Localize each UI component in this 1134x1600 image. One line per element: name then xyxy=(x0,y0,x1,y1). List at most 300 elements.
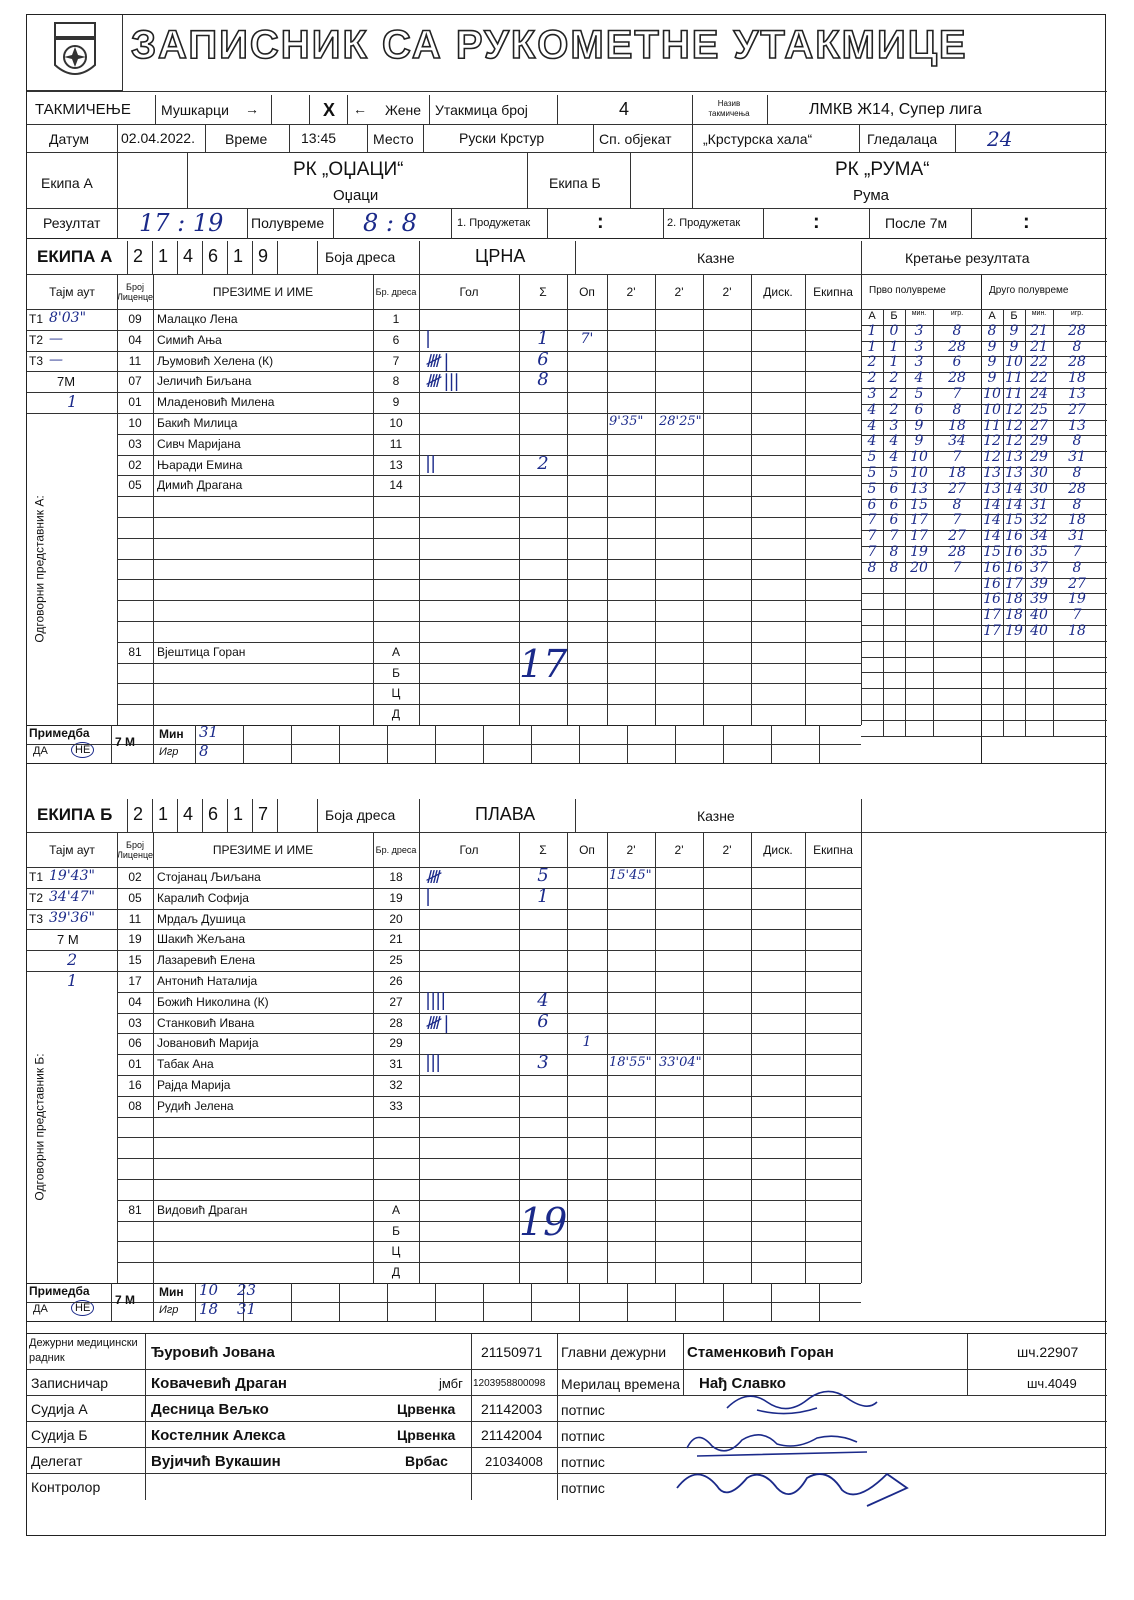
note-yes[interactable]: ДА xyxy=(33,1303,48,1315)
progress-cell: 11 xyxy=(1005,386,1023,402)
progress-cell: 16 xyxy=(983,591,1001,608)
progress-cell: 1 xyxy=(867,338,877,355)
team_a-total-goals: 17 xyxy=(519,641,568,686)
chief-name: Стаменковић Горан xyxy=(687,1344,834,1361)
progress-cell: 9 xyxy=(987,338,997,355)
progress-cell: 2 xyxy=(889,386,899,402)
progress-cell: 6 xyxy=(952,354,962,371)
delegate-sign-label: потпис xyxy=(561,1454,605,1470)
progress-cell: 8 xyxy=(952,496,962,513)
jersey-color-label: Боја дреса xyxy=(325,807,396,823)
team_a-code-digit: 2 xyxy=(133,246,144,266)
player-name: Шакић Жељана xyxy=(157,932,246,947)
note-label: Примедба xyxy=(29,1284,90,1298)
jersey-number: 10 xyxy=(389,416,403,430)
ref-a-city: Црвенка xyxy=(397,1401,456,1417)
jersey-number: 8 xyxy=(392,374,400,389)
place-label: Место xyxy=(373,131,414,147)
seven-m-played: 8 xyxy=(199,742,209,760)
progress-cell: 10 xyxy=(1005,354,1023,371)
result-value: 17 : 19 xyxy=(139,209,224,237)
progress-cell: 10 xyxy=(910,465,928,481)
player-name: Сивч Маријана xyxy=(157,436,241,451)
team_a-code-digit: 9 xyxy=(258,246,269,266)
progress-cell: 40 xyxy=(1030,607,1048,624)
progress-cell: 15 xyxy=(910,496,928,513)
timeout-label: Т2 xyxy=(29,332,44,347)
progress-cell: 8 xyxy=(867,559,877,576)
official-code: Ц xyxy=(391,1244,401,1259)
progress-cell: 31 xyxy=(1068,528,1086,545)
ref-a-name: Десница Вељко xyxy=(151,1401,269,1418)
progress-cell: 10 xyxy=(910,449,928,466)
disq-col-header: Диск. xyxy=(763,285,793,299)
match-header xyxy=(27,95,1107,265)
progress-cell: 10 xyxy=(983,386,1001,402)
timeout-value: — xyxy=(49,330,63,347)
progress-cell: 4 xyxy=(867,401,877,418)
chief-label: Главни дежурни xyxy=(561,1344,667,1360)
progress-cell: 17 xyxy=(983,623,1001,639)
ref-a-number: 21142003 xyxy=(481,1401,543,1417)
seven-m-label: 7М xyxy=(57,374,76,390)
jersey-number: 18 xyxy=(389,870,403,884)
note-no[interactable]: НЕ xyxy=(71,742,94,758)
delegate-number: 21034008 xyxy=(485,1454,543,1469)
sum-col-header: Σ xyxy=(539,843,547,857)
progress-cell: 27 xyxy=(1068,575,1086,592)
official-code: Б xyxy=(392,665,400,680)
progress-cell: 12 xyxy=(1005,417,1023,434)
team-b-label: Екипа Б xyxy=(549,175,601,191)
progress-cell: 12 xyxy=(1005,433,1023,450)
progress-cell: 9 xyxy=(914,417,924,434)
jersey-number: 9 xyxy=(392,395,400,410)
jersey-number: 6 xyxy=(392,332,400,347)
ref-a-label: Судија А xyxy=(31,1401,88,1417)
goal-sum: 8 xyxy=(537,369,549,391)
progress-cell: 7 xyxy=(952,559,962,576)
shield-icon xyxy=(51,21,99,85)
player-name: Лазаревић Елена xyxy=(157,953,256,968)
timeout-value: 34'47" xyxy=(49,888,95,905)
timer-label: Мерилац времена xyxy=(561,1376,681,1392)
venue-label: Сп. објекат xyxy=(599,131,672,147)
progress-cell: 2 xyxy=(889,401,899,418)
progress-cell: 18 xyxy=(1068,512,1086,529)
seven-m-minute: 31 xyxy=(199,723,219,741)
team-a-name: РК „ОЏАЦИ“ xyxy=(293,159,404,180)
progress-cell: 18 xyxy=(948,417,966,434)
team_b-code-digit: 6 xyxy=(208,804,219,824)
goal-tally: ||| xyxy=(425,1052,441,1074)
officials-footer xyxy=(27,1333,1107,1537)
team-b-city: Рума xyxy=(853,187,889,204)
license-number: 02 xyxy=(128,457,142,472)
player-name: Малацко Лена xyxy=(157,312,238,326)
competition-name-label: Назив такмичења xyxy=(708,99,750,118)
team_b-total-goals: 19 xyxy=(519,1199,568,1244)
progress-cell: 3 xyxy=(914,354,924,371)
second-half-label: Друго полувреме xyxy=(989,285,1069,296)
ref-b-number: 21142004 xyxy=(481,1427,543,1443)
progress-cell: 0 xyxy=(889,322,899,339)
competition-name: ЛМКВ Ж14, Супер лига xyxy=(809,101,982,118)
goal-tally: 𝍸 | xyxy=(425,1012,449,1034)
progress-cell: 7 xyxy=(867,512,877,529)
women-mark: X xyxy=(323,100,336,120)
license-number: 04 xyxy=(128,994,142,1009)
jersey-number: 11 xyxy=(389,436,403,451)
team_b-code-digit: 7 xyxy=(258,804,269,824)
license-number: 03 xyxy=(128,1015,142,1030)
chief-number: шч.22907 xyxy=(1017,1344,1079,1360)
two-min-col-header: 2' xyxy=(674,843,684,857)
jersey-number: 19 xyxy=(389,890,403,905)
progress-cell: 30 xyxy=(1030,465,1048,481)
seven-m-value-2: 1 xyxy=(67,971,78,990)
progress-cell: 18 xyxy=(948,465,966,481)
goal-tally: 𝍸 ||| xyxy=(425,371,459,393)
two-min-value: 28'25" xyxy=(659,414,702,429)
timeout-col-header: Тајм аут xyxy=(49,843,95,857)
goal-tally: 𝍸 | xyxy=(425,350,449,372)
name-col-header: ПРЕЗИМЕ И ИМЕ xyxy=(212,843,314,857)
progress-cell: 13 xyxy=(910,480,928,497)
note-no[interactable]: НЕ xyxy=(71,1300,94,1316)
played-label: Игр xyxy=(159,1304,179,1316)
jersey-number: 21 xyxy=(389,932,403,947)
progress-cell: 9 xyxy=(987,370,997,387)
timeout-label: Т2 xyxy=(29,890,44,905)
progress-cell: 25 xyxy=(1030,401,1048,418)
progress-cell: 24 xyxy=(1030,386,1048,402)
team-a-city: Оџаци xyxy=(333,187,379,204)
representative-label: Одговорни представник А: xyxy=(33,495,48,643)
jersey-number: 29 xyxy=(389,1036,403,1051)
time-label: Време xyxy=(225,131,268,147)
license-number: 05 xyxy=(128,478,142,493)
license-number: 15 xyxy=(128,953,142,968)
progress-cell: 28 xyxy=(948,544,966,560)
disq-col-header: Диск. xyxy=(763,843,793,857)
medic-name: Ђуровић Јована xyxy=(151,1344,275,1361)
ot1-label: 1. Продужетак xyxy=(457,217,531,229)
match-number-label: Утакмица број xyxy=(435,102,528,118)
minutes-label: Мин xyxy=(159,727,184,741)
progress-cell: 17 xyxy=(910,528,928,545)
progress-cell: 8 xyxy=(1072,496,1082,513)
delegate-label: Делегат xyxy=(31,1453,83,1469)
goal-sum: 5 xyxy=(537,865,549,886)
signatures xyxy=(667,1378,927,1528)
progress-cell: 15 xyxy=(1005,512,1023,529)
progress-cell: 8 xyxy=(1072,338,1082,355)
progress-cell: 17 xyxy=(1005,575,1023,592)
progress-cell: 30 xyxy=(1030,480,1048,497)
team_a-label: ЕКИПА А xyxy=(37,247,113,266)
license-number: 19 xyxy=(128,932,142,947)
progress-cell: 11 xyxy=(1005,370,1023,387)
ref-b-city: Црвенка xyxy=(397,1427,456,1443)
progress-cell: 39 xyxy=(1030,575,1048,592)
progress-cell: 5 xyxy=(914,386,924,402)
progress-cell: 4 xyxy=(889,449,899,466)
two-min-value: 9'35" xyxy=(609,414,644,429)
progress-cell: 12 xyxy=(1005,401,1023,418)
progress-cell: 9 xyxy=(1009,338,1019,355)
team_a-jersey-color: ЦРНА xyxy=(475,246,526,266)
progress-cell: 13 xyxy=(1068,386,1086,402)
progress-cell: 14 xyxy=(983,528,1001,545)
official-code: Д xyxy=(391,1265,401,1280)
progress-cell: 4 xyxy=(867,417,877,434)
player-name: Младеновић Милена xyxy=(157,395,275,410)
seven-m-value: 2 xyxy=(67,950,78,970)
progress-subheader: игр. xyxy=(1070,310,1084,317)
timeout-value: 39'36" xyxy=(49,909,95,926)
delegate-name: Вујичић Вукашин xyxy=(151,1453,281,1470)
progress-cell: 19 xyxy=(1005,623,1023,639)
two-min-value: 15'45" xyxy=(609,868,652,883)
after-7m-value: : xyxy=(1023,211,1030,233)
progress-subheader: мин. xyxy=(911,310,927,317)
team-b-name: РК „РУМА“ xyxy=(835,159,930,180)
player-name: Каралић Софија xyxy=(157,890,249,905)
progress-cell: 14 xyxy=(983,496,1001,513)
goal-col-header: Гол xyxy=(459,285,479,299)
progress-cell: 9 xyxy=(914,433,924,450)
team-penalty-col-header: Екипна xyxy=(813,843,853,857)
ot2-value: : xyxy=(813,211,820,233)
goal-sum: 2 xyxy=(537,452,549,474)
progress-cell: 12 xyxy=(983,449,1001,466)
license-number: 03 xyxy=(128,436,142,451)
score-sheet xyxy=(26,14,1106,1536)
name-col-header: ПРЕЗИМЕ И ИМЕ xyxy=(212,285,314,299)
official-name: Видовић Драган xyxy=(157,1202,248,1217)
competition-label: ТАКМИЧЕЊЕ xyxy=(35,101,131,118)
warning-col-header: Оп xyxy=(579,285,595,299)
progress-cell: 17 xyxy=(910,512,928,529)
progress-cell: 13 xyxy=(1005,449,1023,466)
progress-cell: 11 xyxy=(983,417,1001,434)
license-number: 01 xyxy=(128,1057,142,1072)
jersey-number: 14 xyxy=(389,478,403,493)
progress-cell: 15 xyxy=(983,544,1001,560)
progress-cell: 18 xyxy=(1005,591,1023,608)
progress-cell: 37 xyxy=(1030,559,1048,576)
jersey-color-label: Боја дреса xyxy=(325,249,396,265)
player-name: Љумовић Хелена (К) xyxy=(157,353,274,368)
progress-cell: 21 xyxy=(1030,322,1048,339)
official-code: А xyxy=(391,1202,400,1217)
women-label: Жене xyxy=(385,102,422,118)
license-number: 11 xyxy=(128,911,142,926)
progress-cell: 18 xyxy=(1005,607,1023,624)
license-number: 17 xyxy=(128,974,142,988)
progress-cell: 8 xyxy=(889,544,899,560)
progress-cell: 27 xyxy=(1068,401,1086,418)
team_a-code-digit: 1 xyxy=(158,246,169,266)
goal-sum: 4 xyxy=(537,989,549,1011)
player-name: Јеличић Биљана xyxy=(157,374,252,389)
two-min-value: 33'04" xyxy=(659,1055,702,1071)
progress-cell: 31 xyxy=(1068,449,1086,466)
sum-col-header: Σ xyxy=(539,285,547,299)
team_b-code-digit: 4 xyxy=(183,804,194,824)
note-yes[interactable]: ДА xyxy=(33,745,48,757)
result-label: Резултат xyxy=(43,215,101,231)
license-col-header: Број Лиценце xyxy=(116,282,154,302)
timeout-value: 19'43" xyxy=(49,868,95,884)
progress-cell: 35 xyxy=(1030,544,1048,560)
warning-col-header: Оп xyxy=(579,843,595,857)
controller-sign-label: потпис xyxy=(561,1480,605,1496)
ref-b-sign-label: потпис xyxy=(561,1428,605,1444)
jersey-number: 25 xyxy=(389,953,403,968)
progress-cell: 28 xyxy=(948,370,966,387)
jersey-number: 27 xyxy=(389,994,403,1009)
goal-tally: | xyxy=(425,885,431,907)
goal-sum: 6 xyxy=(537,1010,549,1032)
license-number: 07 xyxy=(128,374,142,389)
license-number: 16 xyxy=(128,1078,142,1092)
two-min-col-header: 2' xyxy=(722,843,732,857)
player-name: Рајда Марија xyxy=(157,1078,231,1092)
penalties-label: Казне xyxy=(697,250,735,266)
jersey-number: 31 xyxy=(389,1057,403,1072)
license-number: 04 xyxy=(128,332,142,347)
goal-col-header: Гол xyxy=(459,843,479,857)
first-half-label: Прво полувреме xyxy=(869,285,946,296)
goal-tally: || xyxy=(425,452,436,474)
progress-cell: 10 xyxy=(983,401,1001,418)
team_a-code-digit: 4 xyxy=(183,246,194,266)
goal-sum: 1 xyxy=(537,885,549,907)
progress-cell: 1 xyxy=(889,338,899,355)
seven-m-summary-label: 7 М xyxy=(115,1293,136,1307)
player-name: Мрдаљ Душица xyxy=(157,911,246,926)
official-license: 81 xyxy=(128,1202,142,1217)
license-col-header: Број Лиценце xyxy=(116,840,154,860)
progress-subheader: Б xyxy=(890,310,898,322)
progress-cell: 8 xyxy=(952,322,962,339)
team-penalty-col-header: Екипна xyxy=(813,285,853,299)
progress-cell: 7 xyxy=(952,449,962,466)
seven-m-played: 18 xyxy=(199,1300,219,1318)
spectators-label: Гледалаца xyxy=(867,131,938,147)
jersey-number: 26 xyxy=(389,974,403,988)
place-value: Руски Крстур xyxy=(459,130,545,146)
license-number: 10 xyxy=(128,416,142,430)
timeout-label: Т1 xyxy=(29,870,44,884)
progress-cell: 28 xyxy=(948,338,966,355)
scorer-name: Ковачевић Драган xyxy=(151,1375,287,1392)
two-min-col-header: 2' xyxy=(626,843,636,857)
official-name: Вјештица Горан xyxy=(157,644,246,659)
player-name: Јовановић Марија xyxy=(157,1036,259,1051)
timeout-label: Т1 xyxy=(29,312,44,326)
federation-logo xyxy=(27,15,123,91)
progress-cell: 8 xyxy=(1072,465,1082,481)
progress-cell: 32 xyxy=(1030,512,1048,529)
progress-cell: 16 xyxy=(983,575,1001,592)
progress-cell: 7 xyxy=(867,528,877,545)
player-name: Стојанац Љиљана xyxy=(157,870,261,884)
arrow-right-icon: → xyxy=(245,101,259,117)
progress-cell: 1 xyxy=(867,322,877,339)
player-name: Станковић Ивана xyxy=(157,1015,255,1030)
progress-cell: 3 xyxy=(889,417,899,434)
official-license: 81 xyxy=(128,644,142,659)
jersey-number: 7 xyxy=(392,353,400,368)
goal-sum: 3 xyxy=(537,1052,549,1074)
progress-cell: 8 xyxy=(1072,433,1082,450)
progress-cell: 7 xyxy=(889,528,899,545)
progress-cell: 2 xyxy=(867,354,877,371)
team-b-section xyxy=(27,799,1107,1333)
player-name: Антонић Наталија xyxy=(157,974,258,988)
jersey-number: 28 xyxy=(389,1015,403,1030)
progress-cell: 9 xyxy=(1009,322,1019,339)
ref-a-sign-label: потпис xyxy=(561,1402,605,1418)
progress-cell: 7 xyxy=(867,544,877,560)
license-number: 06 xyxy=(128,1036,142,1051)
penalties-label: Казне xyxy=(697,808,735,824)
jmbg-value: 1203958800098 xyxy=(473,1378,546,1389)
half-value: 8 : 8 xyxy=(363,209,417,237)
note-label: Примедба xyxy=(29,726,90,740)
progress-subheader: мин. xyxy=(1031,310,1047,317)
goal-sum: 6 xyxy=(537,348,549,370)
progress-cell: 22 xyxy=(1030,354,1048,371)
player-name: Табак Ана xyxy=(157,1057,214,1072)
progress-cell: 4 xyxy=(914,370,924,387)
jersey-number: 33 xyxy=(389,1098,403,1113)
player-name: Симић Ања xyxy=(157,332,222,347)
progress-cell: 39 xyxy=(1030,591,1048,608)
progress-cell: 16 xyxy=(983,559,1001,576)
progress-cell: 13 xyxy=(983,480,1001,497)
representative-label: Одговорни представник Б: xyxy=(33,1053,48,1201)
goal-tally: 𝍸 xyxy=(425,867,439,888)
progress-subheader: А xyxy=(988,310,996,322)
team_b-code-digit: 1 xyxy=(233,804,244,824)
timer-name: Нађ Славко xyxy=(699,1375,786,1392)
license-number: 08 xyxy=(128,1098,142,1113)
goal-tally: | xyxy=(425,327,431,349)
progress-cell: 13 xyxy=(983,465,1001,481)
progress-cell: 3 xyxy=(914,322,924,339)
jersey-number: 20 xyxy=(389,911,403,926)
progress-cell: 9 xyxy=(987,354,997,371)
match-number: 4 xyxy=(619,99,630,119)
license-number: 02 xyxy=(128,870,142,884)
progress-cell: 28 xyxy=(1068,354,1086,371)
seven-m-value: 1 xyxy=(67,392,78,412)
progress-cell: 5 xyxy=(889,465,899,481)
progress-cell: 21 xyxy=(1030,338,1048,355)
controller-label: Контролор xyxy=(31,1479,101,1495)
player-name: Њаради Емина xyxy=(157,457,243,472)
two-min-value: 18'55" xyxy=(609,1055,652,1071)
progress-cell: 16 xyxy=(1005,528,1023,545)
team_a-code-digit: 1 xyxy=(233,246,244,266)
progress-cell: 6 xyxy=(889,512,899,529)
timeout-value: 8'03" xyxy=(49,310,87,326)
progress-cell: 16 xyxy=(1005,544,1023,560)
